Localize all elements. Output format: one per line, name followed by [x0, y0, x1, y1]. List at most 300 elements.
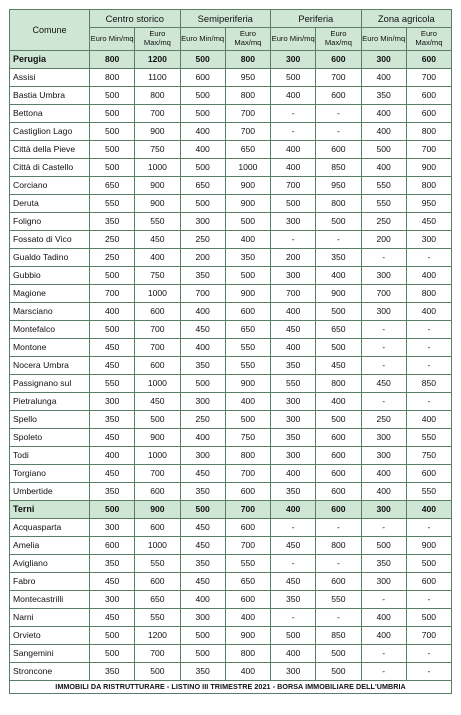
price-min-cell: 500 [90, 321, 135, 339]
price-min-cell: 300 [271, 447, 316, 465]
comune-name: Acquasparta [10, 519, 90, 537]
price-min-cell: 400 [271, 87, 316, 105]
price-min-cell: 250 [90, 231, 135, 249]
price-max-cell: 900 [225, 195, 270, 213]
price-max-cell: 1000 [135, 537, 180, 555]
table-row [10, 447, 452, 465]
price-max-cell: 600 [316, 465, 361, 483]
price-max-cell: 600 [225, 303, 270, 321]
comune-name: Bettona [10, 105, 90, 123]
price-max-cell: 900 [135, 501, 180, 519]
price-max-cell: 600 [135, 303, 180, 321]
price-max-cell: 500 [316, 213, 361, 231]
price-min-cell: 300 [180, 393, 225, 411]
price-min-cell: 500 [90, 645, 135, 663]
price-min-cell: 450 [90, 573, 135, 591]
price-min-cell: 700 [271, 285, 316, 303]
price-min-cell: 250 [180, 411, 225, 429]
zone-header-zona-agricola: Zona agricola [361, 10, 452, 28]
price-max-cell: 850 [316, 159, 361, 177]
price-max-cell: 400 [225, 393, 270, 411]
price-max-cell: - [316, 609, 361, 627]
price-max-cell: 950 [225, 69, 270, 87]
price-max-cell: 600 [406, 87, 451, 105]
price-min-cell: 550 [361, 195, 406, 213]
price-max-cell: 900 [406, 159, 451, 177]
price-min-cell: 550 [271, 375, 316, 393]
comune-header: Comune [10, 10, 90, 51]
comune-name: Deruta [10, 195, 90, 213]
comune-name: Assisi [10, 69, 90, 87]
price-max-cell: 700 [406, 69, 451, 87]
price-min-cell: 300 [271, 213, 316, 231]
price-max-cell: 600 [225, 591, 270, 609]
comune-name: Sangemini [10, 645, 90, 663]
comune-name: Città della Pieve [10, 141, 90, 159]
price-max-cell: 350 [316, 249, 361, 267]
table-row [10, 303, 452, 321]
price-max-cell: 550 [135, 555, 180, 573]
price-min-cell: 300 [361, 501, 406, 519]
max-header: Euro Max/mq [135, 28, 180, 51]
table-row [10, 663, 452, 681]
price-max-cell: 750 [225, 429, 270, 447]
price-min-cell: 300 [361, 447, 406, 465]
table-row [10, 321, 452, 339]
price-max-cell: 900 [135, 429, 180, 447]
table-row [10, 375, 452, 393]
price-max-cell: 700 [225, 537, 270, 555]
comune-name: Montecastrilli [10, 591, 90, 609]
price-min-cell: 500 [180, 105, 225, 123]
price-max-cell: - [406, 591, 451, 609]
price-min-cell: 500 [180, 375, 225, 393]
price-min-cell: - [271, 555, 316, 573]
price-max-cell: 700 [225, 465, 270, 483]
price-min-cell: 400 [361, 465, 406, 483]
comune-name: Castiglion Lago [10, 123, 90, 141]
price-min-cell: 400 [271, 303, 316, 321]
price-max-cell: 1100 [135, 69, 180, 87]
price-min-cell: 300 [271, 393, 316, 411]
price-min-cell: 400 [180, 339, 225, 357]
price-max-cell: 800 [316, 195, 361, 213]
price-min-cell: 500 [180, 645, 225, 663]
price-max-cell: 600 [316, 501, 361, 519]
table-row [10, 537, 452, 555]
price-min-cell: 450 [90, 609, 135, 627]
price-max-cell: 700 [135, 321, 180, 339]
price-min-cell: - [361, 393, 406, 411]
price-min-cell: 250 [90, 249, 135, 267]
table-row [10, 627, 452, 645]
price-min-cell: 350 [180, 663, 225, 681]
price-min-cell: 350 [361, 87, 406, 105]
price-min-cell: 350 [271, 357, 316, 375]
price-min-cell: - [271, 231, 316, 249]
price-min-cell: 400 [271, 465, 316, 483]
price-max-cell: 750 [406, 447, 451, 465]
price-max-cell: 400 [316, 393, 361, 411]
price-max-cell: 800 [406, 123, 451, 141]
price-max-cell: 500 [225, 411, 270, 429]
price-min-cell: 500 [90, 105, 135, 123]
price-max-cell: 700 [225, 123, 270, 141]
price-min-cell: 200 [271, 249, 316, 267]
price-max-cell: 900 [316, 285, 361, 303]
price-max-cell: 600 [406, 105, 451, 123]
comune-name: Fabro [10, 573, 90, 591]
price-max-cell: - [406, 321, 451, 339]
price-max-cell: 500 [135, 411, 180, 429]
price-max-cell: 500 [316, 645, 361, 663]
price-min-cell: - [271, 123, 316, 141]
price-max-cell: 500 [316, 663, 361, 681]
table-row [10, 87, 452, 105]
comune-name: Foligno [10, 213, 90, 231]
zone-header-semiperiferia: Semiperiferia [180, 10, 271, 28]
price-max-cell: 600 [135, 357, 180, 375]
price-max-cell: 650 [225, 573, 270, 591]
comune-name: Spoleto [10, 429, 90, 447]
price-max-cell: 600 [135, 573, 180, 591]
price-min-cell: - [361, 249, 406, 267]
price-max-cell: 700 [135, 465, 180, 483]
price-max-cell: 850 [316, 627, 361, 645]
comune-name: Avigliano [10, 555, 90, 573]
price-max-cell: 1000 [225, 159, 270, 177]
price-max-cell: 450 [135, 231, 180, 249]
price-min-cell: - [271, 105, 316, 123]
price-max-cell: 800 [135, 87, 180, 105]
price-max-cell: 600 [316, 87, 361, 105]
price-min-cell: 500 [271, 195, 316, 213]
table-row [10, 393, 452, 411]
table-row [10, 645, 452, 663]
price-max-cell: 1200 [135, 51, 180, 69]
price-min-cell: 650 [90, 177, 135, 195]
price-min-cell: 500 [361, 537, 406, 555]
price-min-cell: 200 [180, 249, 225, 267]
price-max-cell: 600 [406, 51, 451, 69]
price-min-cell: 800 [90, 51, 135, 69]
table-row [10, 609, 452, 627]
price-max-cell: 500 [316, 411, 361, 429]
price-min-cell: 300 [271, 411, 316, 429]
comune-name: Umbertide [10, 483, 90, 501]
price-min-cell: 400 [90, 303, 135, 321]
price-max-cell: 550 [406, 429, 451, 447]
price-min-cell: - [361, 519, 406, 537]
price-max-cell: 950 [406, 195, 451, 213]
price-min-cell: 700 [361, 285, 406, 303]
price-max-cell: 900 [225, 177, 270, 195]
comune-name: Città di Castello [10, 159, 90, 177]
price-min-cell: 400 [361, 483, 406, 501]
price-min-cell: 500 [90, 627, 135, 645]
comune-name: Amelia [10, 537, 90, 555]
table-row [10, 141, 452, 159]
comune-name: Orvieto [10, 627, 90, 645]
price-min-cell: 350 [180, 483, 225, 501]
price-min-cell: 300 [361, 573, 406, 591]
price-min-cell: 300 [361, 267, 406, 285]
price-max-cell: 800 [316, 375, 361, 393]
price-max-cell: - [406, 645, 451, 663]
price-min-cell: 250 [180, 231, 225, 249]
comune-name: Perugia [10, 51, 90, 69]
price-max-cell: 450 [316, 357, 361, 375]
price-min-cell: 400 [180, 141, 225, 159]
table-row [10, 465, 452, 483]
price-max-cell: 900 [225, 375, 270, 393]
price-min-cell: 500 [180, 51, 225, 69]
price-max-cell: 700 [406, 141, 451, 159]
price-max-cell: 750 [135, 141, 180, 159]
price-min-cell: - [361, 645, 406, 663]
price-table [9, 9, 452, 694]
price-max-cell: 450 [406, 213, 451, 231]
price-min-cell: 400 [361, 69, 406, 87]
price-max-cell: 400 [225, 609, 270, 627]
price-max-cell: 400 [225, 663, 270, 681]
price-min-cell: 350 [90, 663, 135, 681]
table-row [10, 123, 452, 141]
comune-name: Spello [10, 411, 90, 429]
price-min-cell: 500 [180, 627, 225, 645]
comune-name: Passignano sul [10, 375, 90, 393]
price-max-cell: 500 [225, 213, 270, 231]
comune-name: Torgiano [10, 465, 90, 483]
max-header: Euro Max/mq [316, 28, 361, 51]
price-min-cell: 400 [361, 627, 406, 645]
min-header: Euro Min/mq [361, 28, 406, 51]
min-header: Euro Min/mq [271, 28, 316, 51]
price-min-cell: 500 [180, 195, 225, 213]
price-max-cell: 800 [225, 87, 270, 105]
price-max-cell: 650 [225, 141, 270, 159]
price-max-cell: 550 [225, 357, 270, 375]
table-row [10, 267, 452, 285]
price-max-cell: 500 [135, 663, 180, 681]
table-row [10, 105, 452, 123]
price-min-cell: 400 [180, 429, 225, 447]
price-min-cell: 350 [90, 411, 135, 429]
comune-name: Fossato di Vico [10, 231, 90, 249]
price-max-cell: 950 [316, 177, 361, 195]
price-min-cell: 350 [90, 213, 135, 231]
price-table-container [9, 9, 451, 694]
price-min-cell: 650 [180, 177, 225, 195]
comune-name: Montone [10, 339, 90, 357]
price-min-cell: 550 [90, 195, 135, 213]
price-min-cell: - [361, 591, 406, 609]
table-row [10, 555, 452, 573]
price-min-cell: 500 [90, 501, 135, 519]
price-min-cell: 450 [90, 429, 135, 447]
price-min-cell: 500 [90, 123, 135, 141]
price-max-cell: 350 [225, 249, 270, 267]
price-min-cell: 300 [90, 393, 135, 411]
price-max-cell: 800 [225, 447, 270, 465]
price-min-cell: 400 [180, 591, 225, 609]
price-max-cell: 800 [406, 285, 451, 303]
price-min-cell: 450 [180, 321, 225, 339]
price-max-cell: 1200 [135, 627, 180, 645]
price-min-cell: - [361, 339, 406, 357]
price-max-cell: 600 [225, 519, 270, 537]
price-max-cell: 400 [316, 267, 361, 285]
price-max-cell: 500 [316, 303, 361, 321]
price-min-cell: 350 [271, 591, 316, 609]
price-min-cell: 700 [271, 177, 316, 195]
table-row [10, 249, 452, 267]
table-row [10, 573, 452, 591]
price-max-cell: 550 [316, 591, 361, 609]
price-min-cell: 700 [180, 285, 225, 303]
price-min-cell: 500 [90, 267, 135, 285]
price-max-cell: 500 [406, 555, 451, 573]
table-row [10, 429, 452, 447]
price-min-cell: - [361, 663, 406, 681]
price-max-cell: 600 [225, 483, 270, 501]
price-min-cell: 450 [271, 321, 316, 339]
min-header: Euro Min/mq [180, 28, 225, 51]
price-max-cell: 500 [225, 267, 270, 285]
price-min-cell: 500 [180, 501, 225, 519]
comune-name: Marsciano [10, 303, 90, 321]
price-min-cell: 450 [90, 339, 135, 357]
price-min-cell: 350 [180, 357, 225, 375]
price-min-cell: 450 [180, 537, 225, 555]
table-row [10, 285, 452, 303]
price-min-cell: 250 [361, 411, 406, 429]
price-min-cell: 450 [180, 519, 225, 537]
table-row [10, 519, 452, 537]
comune-name: Montefalco [10, 321, 90, 339]
price-max-cell: 1000 [135, 159, 180, 177]
price-max-cell: 400 [225, 231, 270, 249]
comune-name: Nocera Umbra [10, 357, 90, 375]
price-max-cell: 500 [406, 609, 451, 627]
max-header: Euro Max/mq [225, 28, 270, 51]
price-min-cell: 500 [271, 69, 316, 87]
price-min-cell: 400 [90, 447, 135, 465]
price-max-cell: 600 [316, 447, 361, 465]
price-max-cell: 800 [225, 645, 270, 663]
comune-name: Gubbio [10, 267, 90, 285]
price-min-cell: 350 [271, 429, 316, 447]
price-min-cell: 350 [90, 555, 135, 573]
zone-header-centro-storico: Centro storico [90, 10, 181, 28]
price-min-cell: 200 [361, 231, 406, 249]
price-max-cell: - [316, 231, 361, 249]
price-max-cell: 1000 [135, 447, 180, 465]
price-max-cell: 300 [406, 231, 451, 249]
table-row [10, 177, 452, 195]
max-header: Euro Max/mq [406, 28, 451, 51]
price-min-cell: 250 [361, 213, 406, 231]
price-max-cell: 550 [135, 609, 180, 627]
table-row [10, 195, 452, 213]
price-max-cell: 400 [406, 267, 451, 285]
price-min-cell: 300 [361, 303, 406, 321]
price-max-cell: 600 [316, 141, 361, 159]
price-min-cell: 450 [271, 573, 316, 591]
min-header: Euro Min/mq [90, 28, 135, 51]
price-min-cell: 600 [180, 69, 225, 87]
table-row [10, 159, 452, 177]
price-min-cell: 400 [271, 159, 316, 177]
price-max-cell: 450 [135, 393, 180, 411]
price-max-cell: - [406, 339, 451, 357]
price-max-cell: 700 [135, 339, 180, 357]
price-min-cell: 700 [90, 285, 135, 303]
price-min-cell: 350 [271, 483, 316, 501]
table-row [10, 591, 452, 609]
price-min-cell: 300 [180, 609, 225, 627]
price-max-cell: 600 [316, 51, 361, 69]
price-max-cell: 750 [135, 267, 180, 285]
price-max-cell: 550 [135, 213, 180, 231]
price-min-cell: 400 [361, 105, 406, 123]
table-row [10, 213, 452, 231]
price-max-cell: 400 [135, 249, 180, 267]
price-min-cell: 400 [271, 645, 316, 663]
table-row [10, 411, 452, 429]
price-min-cell: 400 [361, 123, 406, 141]
price-min-cell: 450 [180, 573, 225, 591]
price-max-cell: 400 [406, 303, 451, 321]
comune-name: Bastia Umbra [10, 87, 90, 105]
price-min-cell: - [271, 609, 316, 627]
price-max-cell: 700 [135, 645, 180, 663]
comune-name: Terni [10, 501, 90, 519]
price-max-cell: - [316, 519, 361, 537]
price-max-cell: 700 [316, 69, 361, 87]
price-max-cell: 400 [406, 411, 451, 429]
price-max-cell: 900 [406, 537, 451, 555]
price-max-cell: 650 [316, 321, 361, 339]
price-min-cell: 400 [271, 339, 316, 357]
price-min-cell: 550 [361, 177, 406, 195]
price-min-cell: 500 [271, 627, 316, 645]
price-min-cell: 300 [271, 267, 316, 285]
price-max-cell: - [316, 555, 361, 573]
price-max-cell: 400 [406, 501, 451, 519]
price-min-cell: 400 [180, 123, 225, 141]
price-min-cell: 350 [361, 555, 406, 573]
comune-name: Todi [10, 447, 90, 465]
price-min-cell: 300 [180, 447, 225, 465]
comune-name: Pietralunga [10, 393, 90, 411]
price-max-cell: 550 [225, 555, 270, 573]
comune-name: Gualdo Tadino [10, 249, 90, 267]
price-min-cell: 550 [90, 375, 135, 393]
price-max-cell: 700 [406, 627, 451, 645]
price-min-cell: 450 [180, 465, 225, 483]
price-max-cell: 900 [225, 627, 270, 645]
price-max-cell: 900 [135, 123, 180, 141]
price-min-cell: 450 [90, 357, 135, 375]
province-row [10, 501, 452, 519]
price-max-cell: - [406, 519, 451, 537]
table-row [10, 483, 452, 501]
price-max-cell: 600 [316, 429, 361, 447]
comune-name: Corciano [10, 177, 90, 195]
price-min-cell: 450 [271, 537, 316, 555]
price-min-cell: 300 [271, 663, 316, 681]
